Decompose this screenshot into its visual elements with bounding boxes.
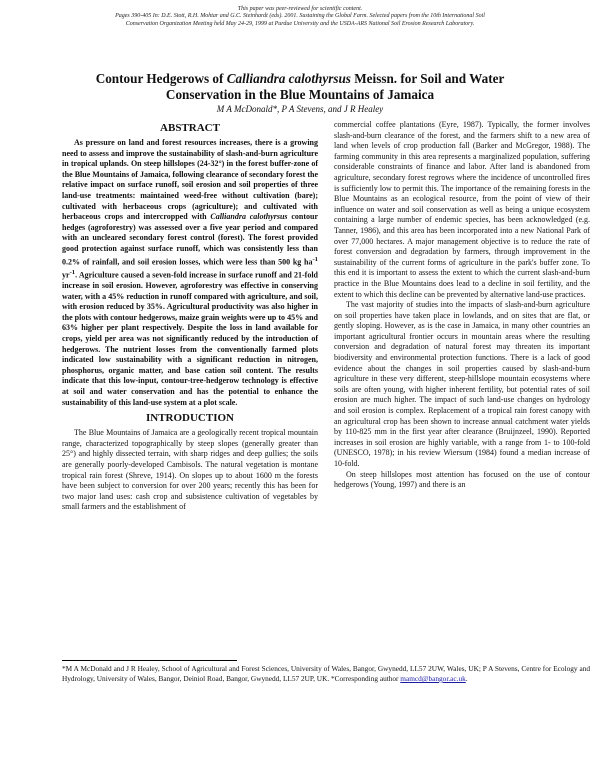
footnote: *M A McDonald and J R Healey, School of Agricultural and Forest Sciences, University of Wales, Bangor, Gwynedd, LL57 2UW, Wales, UK; P A Stevens, Centre for Ecology and Hydrology, University of Wales, Bangor, Deiniol Road, Bangor, Gwynedd, LL57 2UP, UK. *Corresponding author mamcd@bangor.ac.uk. <box>62 664 590 683</box>
authors: M A McDonald*, P A Stevens, and J R Healey <box>216 104 384 114</box>
paper-title <box>40 71 560 103</box>
header-line-1: This paper was peer-reviewed for scientific content. <box>237 6 363 12</box>
body-paragraph-2: The vast majority of studies into the impacts of slash-and-burn agriculture on soil properties have taken place in lowlands, and on sites that are flat, or gently sloping. However, as is the case in Jamaica, in many other countries an important agricultural frontier occurs in mountain areas where the resulting conversion and degradation of natural forest may threaten its important biodiversity and environmental protection functions. There is a lack of good evidence about the changes in soil properties caused by slash-and-burn agriculture in these very different, steep-hillslope mountain ecosystems where soils are often young, with higher inherent fertility, but potential rates of soil erosion are much higher. The impact of such land-use changes on hydrology and soil erosion is complex. Replacement of a tropical rain forest canopy with an agricultural crop has been shown to increase annual catchment water yields by 110-825 mm in the first year after clearance (Bruijnzeel, 1990). Reported increases in soil erosion are highly variable, with a range from 1- to 100-fold (UNESCO, 1978); in his review Wiersum (1984) found a median increase of 10-fold. <box>334 300 590 468</box>
right-column <box>334 120 590 491</box>
title-line-1-pre: Contour Hedgerows of <box>95 71 227 86</box>
introduction-heading: INTRODUCTION <box>145 412 234 425</box>
page-header <box>0 6 600 28</box>
abstract-heading: ABSTRACT <box>160 122 220 134</box>
title-line-2: Conservation in the Blue Mountains of Jamaica <box>165 87 435 102</box>
introduction-paragraph: The Blue Mountains of Jamaica are a geologically recent tropical mountain range, characterized topographically by steep slopes (generally greater than 25°) and highly dissected terrain, with sharp ridges and deep gullies; the soils are generally poorly-developed Cambisols. The natural vegetation is montane tropical rain forest (Shreve, 1914). On slopes up to about 1600 m the forests have been subject to conversion for over 200 years; recently this has been for two major land uses: cash crop and subsistence cultivation of vegetables by small farmers and the establishment of <box>62 428 318 512</box>
footnote-rule <box>62 660 237 661</box>
abstract-text: As pressure on land and forest resources increases, there is a growing need to assess and improve the sustainability of slash-and-burn agriculture in tropical uplands. On steep hillslopes (24-32°) in the forest buffer-zone of the Blue Mountains of Jamaica, following clearance of secondary forest the relative impact on surface runoff, soil erosion and soil properties of three land-use treatments: maintained weed-free without cultivation (bare); cultivated with herbaceous crops (agriculture); and cultivated with herbaceous crops and intercropped with Calliandra calothyrsus contour hedges (agroforestry) was assessed over a five year period and compared with an uncleared secondary forest control (forest). The forest provided good protection against surface runoff, which was consistently less than 0.2% of rainfall, and soil erosion losses, which were less than 500 kg $ha^{-1}$ $yr^{-1}$. Agriculture caused a seven-fold increase in surface runoff and 21-fold increase in soil erosion. However, agroforestry was effective in conserving water, with a 45% reduction in runoff compared with agriculture, and soil, with erosion reduced by 35%. Agricultural productivity was also higher in the plots with contour hedgerows, maize grain weights were up to 45% and 63% higher per plant respectively. Despite the loss in land available for crops, yield per area was not significantly reduced by the introduction of hedgerows. The nutrient losses from the conventionally farmed plots indicated low sustainability with a significant reduction in nitrogen, phosphorus, organic matter, and base cation soil content. The results indicate that this low-input, contour-tree-hedgerow technology is effective at soil and water conservation and has the potential to enhance the sustainability of this land-use system at a plot scale. <box>62 138 318 407</box>
title-line-1-post: Meissn. for Soil and Water <box>350 71 505 86</box>
body-paragraph-3: On steep hillslopes most attention has focused on the use of contour hedgerows (Young, 1997) and there is an <box>334 469 590 490</box>
author-email-link[interactable]: mamcd@bangor.ac.uk <box>400 674 466 683</box>
header-line-3: Conservation Organization Meeting held May 24-29, 1999 at Purdue University and the USDA-ARS National Soil Erosion Research Laboratory. <box>125 20 475 27</box>
header-line-2: Pages 390-405 In: D.E. Stott, R.H. Mohtar and G.C. Steinhardt (eds). 2001. Sustaining the Global Farm. Selected papers from the 10th International Soil <box>115 13 485 20</box>
title-species: Calliandra calothyrsus <box>226 71 351 86</box>
body-paragraph-1: commercial coffee plantations (Eyre, 1987). Typically, the former involves slash-and-burn clearance of the forest, and the farmers shift to a new area of land when levels of crop production fall (Barker and McGregor, 1988). The farming community in this area represents a marginalized population, suffering considerable constraints of finance and labor. After land is abandoned from agriculture, secondary forest regrows where the incidence of uncontrolled fires is sufficiently low to permit this. The importance of the remaining forests in the Blue Mountains as an ecological resource, from the point of view of their influence on water and soil conservation as well as being a unique ecosystem containing a large number of endemic species, has been acknowledged (e.g. Tanner, 1986), and this area has been incorporated into a new National Park of over 77,000 hectares. A major management objective is to reduce the rate of forest conversion and degradation by farmers, through improvement in the sustainability of the current forms of agriculture in the park's buffer zone. To this end it is important to assess the extent to which the current slash-and-burn practice in the Blue Mountains does lead to a decline in soil fertility, and the extent to which this decline can be prevented by alternative land-use practices. <box>334 120 590 299</box>
left-column <box>62 120 318 513</box>
species-name: Calliandra calothyrsus <box>210 212 288 222</box>
